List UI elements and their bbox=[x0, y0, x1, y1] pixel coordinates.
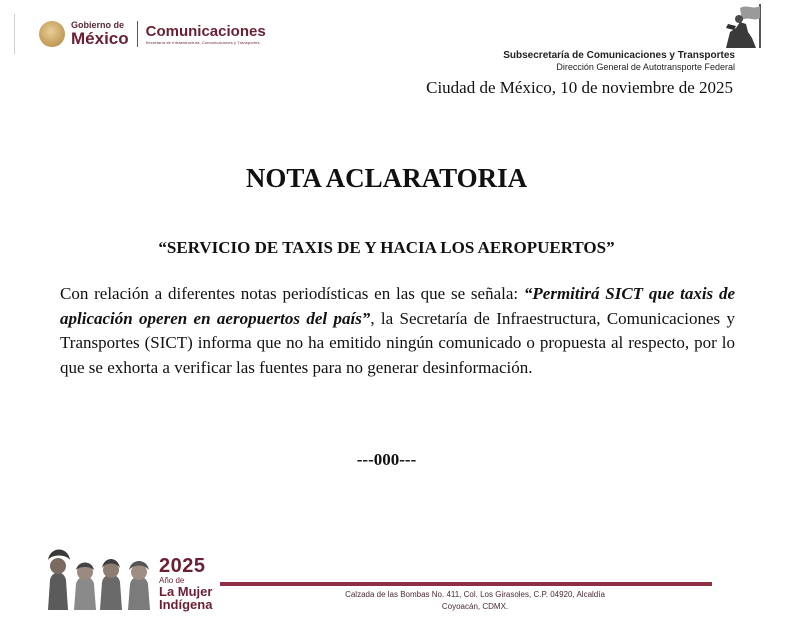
org-name: Comunicaciones bbox=[145, 22, 266, 40]
mexico-label: México bbox=[71, 29, 129, 48]
year-label-line2: Indígena bbox=[159, 597, 213, 612]
year-label-line1: La Mujer bbox=[159, 584, 213, 599]
office-department: Dirección General de Autotransporte Federal bbox=[556, 62, 735, 72]
body-lead-text: Con relación a diferentes notas periodísticas en las que se señala: bbox=[60, 284, 524, 303]
sict-wordmark bbox=[146, 24, 266, 45]
body-rest-text: , la Secretaría de Infraestructura, Comunicaciones y Transportes (SICT) informa que no ha emitido ningún comunicado o propuesta al respecto, por lo que se exhorta a verificar las fuentes para no generar desinformación. bbox=[60, 308, 735, 377]
logo-divider bbox=[137, 21, 138, 47]
address-line-2: Coyoacán, CDMX. bbox=[441, 602, 509, 611]
indigenous-women-illustration bbox=[40, 540, 158, 610]
year-badge bbox=[159, 556, 212, 611]
body-quote-text: “Permitirá SICT que taxis de aplicación operen en aeropuertos del país” bbox=[60, 284, 735, 328]
logo-left-rule bbox=[14, 14, 15, 54]
document-subtitle: “SERVICIO DE TAXIS DE Y HACIA LOS AEROPUERTOS” bbox=[158, 238, 615, 257]
address-line-1: Calzada de las Bombas No. 411, Col. Los Girasoles, C.P. 04920, Alcaldía bbox=[345, 590, 605, 599]
government-logo bbox=[14, 14, 266, 54]
document-title: NOTA ACLARATORIA bbox=[245, 163, 528, 193]
gobierno-de-label: Gobierno de bbox=[71, 20, 125, 30]
footer-divider-bar bbox=[220, 582, 712, 586]
document-body bbox=[60, 282, 735, 380]
flag-emblem-icon bbox=[722, 2, 768, 50]
closing-mark: ---000--- bbox=[356, 450, 417, 469]
gobierno-mexico-wordmark bbox=[71, 21, 129, 47]
dateline: Ciudad de México, 10 de noviembre de 2025 bbox=[426, 78, 733, 97]
office-title: Subsecretaría de Comunicaciones y Transportes bbox=[503, 50, 735, 61]
year-label-small: Año de bbox=[159, 576, 185, 585]
footer-address bbox=[318, 589, 632, 613]
year-number: 2025 bbox=[159, 555, 206, 577]
coat-of-arms-icon bbox=[39, 21, 65, 47]
org-subtitle: Secretaría de Infraestructura, Comunicaciones y Transportes bbox=[145, 39, 260, 45]
office-info bbox=[503, 50, 735, 73]
